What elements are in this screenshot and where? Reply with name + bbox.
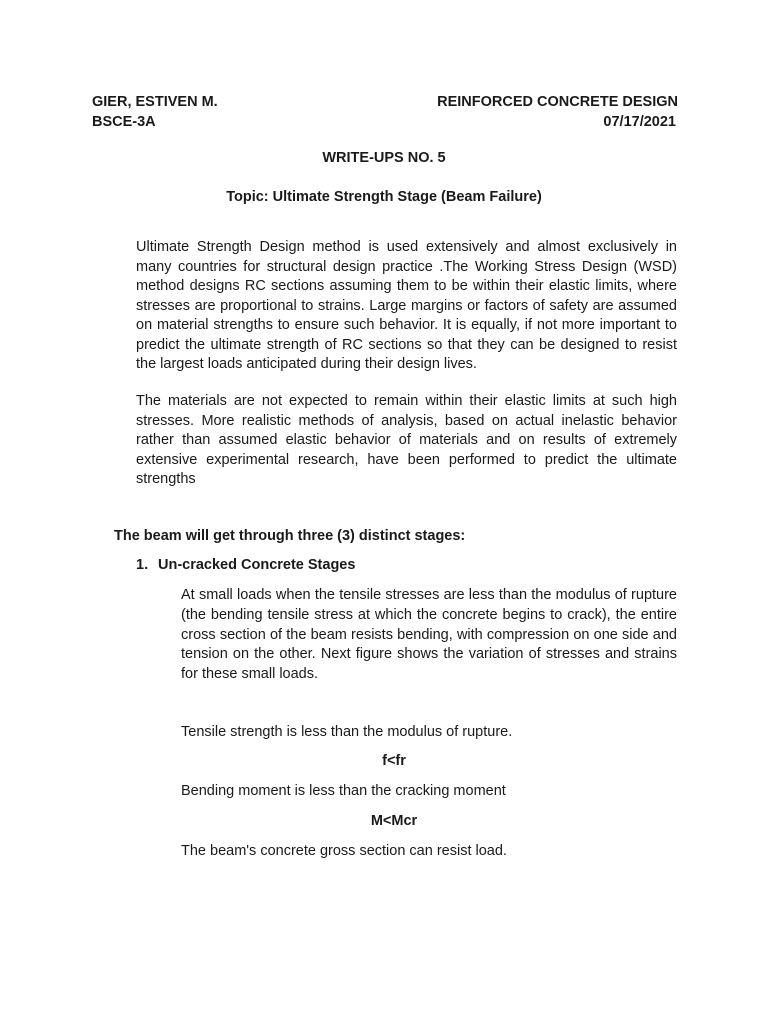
formula-tensile: f<fr [382,753,406,769]
page-title: WRITE-UPS NO. 5 [322,150,446,166]
materials-paragraph: The materials are not expected to remain within their elastic limits at such high stresses. More realistic methods of analysis, based on actual inelastic behavior rather than assumed elastic behavior of materials and on results of extremely extensive experimental research, have been performed to predict the ultimate strengths [136,393,677,487]
formula-moment: M<Mcr [370,813,418,829]
intro-paragraph: Ultimate Strength Design method is used extensively and almost exclusively in many countries for structural design practice .The Working Stress Design (WSD) method designs RC sections assuming them to be within their elastic limits, where stresses are proportional to strains. Large margins or factors of safety are assumed on material strengths to ensure such behavior. It is equally, if not more important to predict the ultimate strength of RC sections so that they can be designed to resist the largest loads anticipated during their design lives. [136,239,677,372]
author-section: BSCE-3A [92,114,156,130]
course-name: REINFORCED CONCRETE DESIGN [437,94,678,110]
condition-moment: Bending moment is less than the cracking moment [181,783,506,799]
stages-heading: The beam will get through three (3) distinct stages: [114,528,466,544]
stage-item [136,557,355,573]
topic-heading: Topic: Ultimate Strength Stage (Beam Failure) [226,189,542,205]
author-name: GIER, ESTIVEN M. [92,94,218,110]
document-date: 07/17/2021 [603,114,676,130]
condition-tensile: Tensile strength is less than the modulus of rupture. [181,724,513,740]
condition-gross-section: The beam's concrete gross section can resist load. [181,843,507,859]
course-block [428,92,678,132]
author-block [92,92,218,132]
stage-label: Un-cracked Concrete Stages [158,557,356,573]
stage-description: At small loads when the tensile stresses are less than the modulus of rupture (the bending tensile stress at which the concrete begins to crack), the entire cross section of the beam resists bending, with compression on one side and tension on the other. Next figure shows the variation of stresses and strains for these small loads. [181,587,677,683]
stage-number: 1. [136,557,149,573]
